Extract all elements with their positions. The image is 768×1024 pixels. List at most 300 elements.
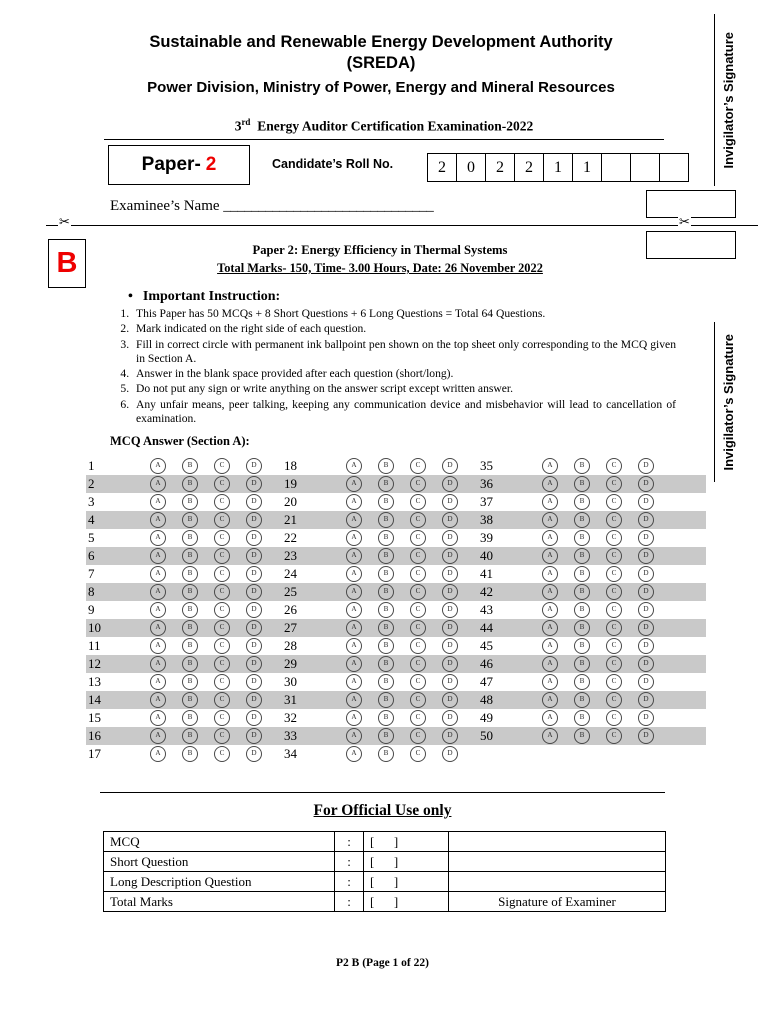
mcq-option-bubble-c[interactable]	[606, 566, 638, 582]
instruction-item: 3. Fill in correct circle with permanent ink ballpoint pen shown on the top sheet only corresponding to the MCQ given in Section A.	[132, 338, 676, 367]
mcq-option-bubble-c[interactable]	[410, 494, 442, 510]
mcq-option-bubble-c[interactable]	[214, 602, 246, 618]
mcq-option-bubble-b[interactable]	[574, 710, 606, 726]
mcq-option-bubble-a[interactable]	[150, 692, 182, 708]
mcq-option-bubble-a[interactable]	[542, 620, 574, 636]
mcq-option-bubble-b[interactable]	[574, 656, 606, 672]
mcq-option-bubble-c[interactable]	[410, 674, 442, 690]
mcq-option-bubble-c[interactable]	[410, 512, 442, 528]
bubble-letter: D	[246, 476, 262, 492]
mcq-option-bubble-a[interactable]	[150, 494, 182, 510]
mcq-option-bubble-d[interactable]	[246, 476, 278, 492]
bubble-letter: D	[246, 710, 262, 726]
official-use-signature-cell[interactable]	[449, 832, 666, 852]
roll-digit-cell[interactable]: 2	[486, 154, 515, 181]
mcq-option-bubble-c[interactable]	[606, 530, 638, 546]
bubble-letter: C	[606, 494, 622, 510]
mcq-question-number: 32	[284, 710, 297, 725]
roll-digit-cell[interactable]: 2	[515, 154, 544, 181]
mcq-option-bubble-c[interactable]	[606, 602, 638, 618]
mcq-question-number: 9	[88, 602, 95, 617]
mcq-option-bubble-c[interactable]	[214, 728, 246, 744]
mcq-question-number: 28	[284, 638, 297, 653]
mcq-question-number: 10	[88, 620, 101, 635]
mcq-option-bubble-a[interactable]	[150, 602, 182, 618]
mcq-option-bubble-d[interactable]	[246, 692, 278, 708]
mcq-option-bubble-a[interactable]	[346, 458, 378, 474]
mcq-option-bubble-b[interactable]	[574, 512, 606, 528]
bubble-letter: C	[410, 746, 426, 762]
mcq-option-bubble-b[interactable]	[182, 692, 214, 708]
roll-digit-cell[interactable]: 2	[428, 154, 457, 181]
mcq-option-bubble-d[interactable]	[442, 602, 474, 618]
mcq-option-bubble-a[interactable]	[150, 584, 182, 600]
mcq-option-bubble-c[interactable]	[606, 458, 638, 474]
official-use-score-field[interactable]: [ ]	[364, 852, 449, 872]
mcq-option-bubble-b[interactable]	[182, 674, 214, 690]
official-use-row	[104, 892, 666, 912]
roll-number-boxes[interactable]	[427, 153, 689, 182]
mcq-option-bubble-b[interactable]	[378, 476, 410, 492]
roll-digit-cell[interactable]: 1	[573, 154, 602, 181]
mcq-question-number: 30	[284, 674, 297, 689]
mcq-option-bubble-d[interactable]	[638, 728, 670, 744]
mcq-option-bubble-c[interactable]	[410, 548, 442, 564]
roll-digit-cell[interactable]: 1	[544, 154, 573, 181]
mcq-option-bubble-c[interactable]	[606, 476, 638, 492]
mcq-option-bubble-d[interactable]	[442, 512, 474, 528]
mcq-question-group	[86, 620, 282, 636]
mcq-option-bubble-d[interactable]	[442, 494, 474, 510]
mcq-option-bubble-d[interactable]	[246, 512, 278, 528]
mcq-option-bubble-b[interactable]	[182, 728, 214, 744]
roll-digit-cell[interactable]: 0	[457, 154, 486, 181]
bubble-letter: D	[246, 656, 262, 672]
bubble-letter: D	[246, 620, 262, 636]
bubble-letter: D	[442, 494, 458, 510]
mcq-row	[86, 637, 706, 655]
mcq-option-bubble-c[interactable]	[214, 638, 246, 654]
examinee-name-blank[interactable]: ______________________________	[223, 198, 434, 214]
mcq-option-bubble-c[interactable]	[214, 692, 246, 708]
mcq-option-bubble-b[interactable]	[182, 530, 214, 546]
bubble-letter: C	[410, 548, 426, 564]
mcq-option-bubble-a[interactable]	[346, 674, 378, 690]
bubble-letter: C	[214, 584, 230, 600]
mcq-option-bubble-d[interactable]	[442, 728, 474, 744]
mcq-option-bubble-c[interactable]	[214, 620, 246, 636]
mcq-option-bubble-a[interactable]	[346, 746, 378, 762]
mcq-option-bubble-d[interactable]	[442, 530, 474, 546]
mcq-option-bubble-d[interactable]	[638, 620, 670, 636]
bubble-letter: D	[442, 656, 458, 672]
official-use-colon: :	[335, 832, 364, 852]
bubble-letter: B	[182, 602, 198, 618]
mcq-question-group	[86, 566, 282, 582]
bubble-letter: C	[410, 584, 426, 600]
mcq-option-bubble-c[interactable]	[410, 692, 442, 708]
bubble-letter: D	[246, 530, 262, 546]
mcq-option-bubble-b[interactable]	[182, 476, 214, 492]
mcq-option-bubble-a[interactable]	[150, 656, 182, 672]
page-footer: P2 B (Page 1 of 22)	[336, 957, 429, 969]
mcq-option-bubble-c[interactable]	[606, 638, 638, 654]
mcq-option-bubble-d[interactable]	[246, 530, 278, 546]
bubble-letter: D	[442, 548, 458, 564]
mcq-option-bubble-a[interactable]	[150, 458, 182, 474]
mcq-question-group	[478, 656, 678, 672]
mcq-question-group	[478, 674, 678, 690]
mcq-option-bubble-c[interactable]	[214, 476, 246, 492]
bubble-letter: C	[410, 458, 426, 474]
mcq-option-bubble-d[interactable]	[246, 656, 278, 672]
bubble-letter: C	[410, 530, 426, 546]
mcq-option-bubble-a[interactable]	[346, 512, 378, 528]
official-use-row	[104, 852, 666, 872]
mcq-option-bubble-d[interactable]	[442, 638, 474, 654]
mcq-option-bubble-d[interactable]	[246, 710, 278, 726]
mcq-option-bubble-c[interactable]	[606, 512, 638, 528]
mcq-question-group	[478, 692, 678, 708]
mcq-option-bubble-c[interactable]	[214, 674, 246, 690]
mcq-row	[86, 529, 706, 547]
mcq-option-bubble-c[interactable]	[606, 494, 638, 510]
mcq-row	[86, 457, 706, 475]
official-use-colon: :	[335, 872, 364, 892]
mcq-option-bubble-a[interactable]	[542, 584, 574, 600]
mcq-option-bubble-c[interactable]	[606, 620, 638, 636]
official-use-signature-cell[interactable]	[449, 872, 666, 892]
mcq-option-bubble-d[interactable]	[246, 620, 278, 636]
mcq-option-bubble-b[interactable]	[574, 584, 606, 600]
mcq-option-bubble-c[interactable]	[214, 530, 246, 546]
mcq-option-bubble-b[interactable]	[182, 638, 214, 654]
bubble-letter: C	[606, 620, 622, 636]
mcq-option-bubble-c[interactable]	[410, 602, 442, 618]
mcq-option-bubble-b[interactable]	[378, 710, 410, 726]
mcq-option-bubble-a[interactable]	[542, 692, 574, 708]
bubble-letter: B	[378, 620, 394, 636]
mcq-option-bubble-d[interactable]	[442, 584, 474, 600]
mcq-option-bubble-b[interactable]	[574, 674, 606, 690]
mcq-option-bubble-a[interactable]	[542, 656, 574, 672]
mcq-option-bubble-a[interactable]	[542, 458, 574, 474]
bubble-letter: D	[638, 566, 654, 582]
mcq-option-bubble-a[interactable]	[150, 674, 182, 690]
mcq-option-bubble-a[interactable]	[346, 638, 378, 654]
roll-digit-cell[interactable]	[631, 154, 660, 181]
mcq-option-bubble-d[interactable]	[442, 674, 474, 690]
bubble-letter: A	[150, 746, 166, 762]
mcq-option-bubble-b[interactable]	[378, 602, 410, 618]
bubble-letter: C	[606, 692, 622, 708]
mcq-option-bubble-b[interactable]	[182, 512, 214, 528]
mcq-option-bubble-d[interactable]	[638, 602, 670, 618]
mcq-option-bubble-c[interactable]	[214, 548, 246, 564]
mcq-option-bubble-c[interactable]	[606, 674, 638, 690]
mcq-option-bubble-a[interactable]	[150, 728, 182, 744]
bubble-letter: A	[346, 476, 362, 492]
mcq-option-bubble-d[interactable]	[246, 458, 278, 474]
mcq-option-bubble-b[interactable]	[378, 638, 410, 654]
mcq-option-bubble-d[interactable]	[442, 746, 474, 762]
roll-digit-cell[interactable]	[602, 154, 631, 181]
mcq-question-group	[282, 530, 478, 546]
mcq-option-bubble-d[interactable]	[442, 458, 474, 474]
mcq-question-group	[478, 566, 678, 582]
mcq-option-bubble-a[interactable]	[542, 530, 574, 546]
mcq-option-bubble-a[interactable]	[346, 476, 378, 492]
mcq-option-bubble-b[interactable]	[182, 494, 214, 510]
mcq-option-bubble-b[interactable]	[182, 710, 214, 726]
mcq-option-bubble-c[interactable]	[410, 638, 442, 654]
mcq-option-bubble-c[interactable]	[214, 458, 246, 474]
mcq-option-bubble-c[interactable]	[410, 746, 442, 762]
mcq-option-bubble-d[interactable]	[246, 674, 278, 690]
mcq-row	[86, 565, 706, 583]
mcq-option-bubble-b[interactable]	[378, 728, 410, 744]
mcq-option-bubble-b[interactable]	[378, 692, 410, 708]
mcq-option-bubble-a[interactable]	[346, 692, 378, 708]
bubble-letter: C	[214, 674, 230, 690]
bubble-letter: A	[542, 638, 558, 654]
mcq-option-bubble-c[interactable]	[214, 494, 246, 510]
official-use-signature-cell[interactable]: Signature of Examiner	[449, 892, 666, 912]
mcq-option-bubble-c[interactable]	[214, 584, 246, 600]
mcq-option-bubble-b[interactable]	[182, 566, 214, 582]
mcq-row	[86, 583, 706, 601]
bubble-letter: A	[346, 728, 362, 744]
mcq-option-bubble-d[interactable]	[638, 494, 670, 510]
bubble-letter: A	[346, 674, 362, 690]
mcq-option-bubble-a[interactable]	[542, 674, 574, 690]
mcq-option-bubble-d[interactable]	[638, 566, 670, 582]
bubble-letter: B	[378, 512, 394, 528]
mcq-option-bubble-d[interactable]	[442, 476, 474, 492]
official-use-signature-cell[interactable]	[449, 852, 666, 872]
mcq-option-bubble-c[interactable]	[410, 584, 442, 600]
mcq-question-number: 29	[284, 656, 297, 671]
mcq-option-bubble-a[interactable]	[346, 620, 378, 636]
mcq-option-bubble-b[interactable]	[378, 512, 410, 528]
bubble-letter: C	[410, 710, 426, 726]
mcq-option-bubble-a[interactable]	[542, 476, 574, 492]
mcq-option-bubble-c[interactable]	[606, 548, 638, 564]
mcq-option-bubble-c[interactable]	[410, 566, 442, 582]
mcq-option-bubble-d[interactable]	[638, 710, 670, 726]
mcq-option-bubble-c[interactable]	[410, 728, 442, 744]
official-use-score-field[interactable]: [ ]	[364, 832, 449, 852]
mcq-question-group	[282, 620, 478, 636]
mcq-option-bubble-a[interactable]	[346, 566, 378, 582]
mcq-option-bubble-a[interactable]	[542, 566, 574, 582]
bubble-letter: D	[246, 728, 262, 744]
mcq-option-bubble-a[interactable]	[150, 512, 182, 528]
mcq-option-bubble-c[interactable]	[214, 746, 246, 762]
mcq-option-bubble-b[interactable]	[378, 566, 410, 582]
mcq-option-bubble-a[interactable]	[346, 584, 378, 600]
mcq-option-bubble-b[interactable]	[574, 602, 606, 618]
mcq-option-bubble-d[interactable]	[442, 656, 474, 672]
mcq-option-bubble-a[interactable]	[542, 710, 574, 726]
mcq-option-bubble-d[interactable]	[442, 620, 474, 636]
official-divider	[100, 792, 665, 793]
mcq-question-number: 3	[88, 494, 95, 509]
mcq-option-bubble-b[interactable]	[182, 620, 214, 636]
bubble-letter: A	[150, 512, 166, 528]
mcq-option-bubble-d[interactable]	[638, 674, 670, 690]
mcq-option-bubble-a[interactable]	[542, 638, 574, 654]
mcq-option-bubble-d[interactable]	[246, 566, 278, 582]
mcq-option-bubble-b[interactable]	[378, 458, 410, 474]
mcq-option-bubble-d[interactable]	[638, 548, 670, 564]
mcq-option-bubble-d[interactable]	[638, 638, 670, 654]
mcq-option-bubble-c[interactable]	[214, 512, 246, 528]
official-use-score-field[interactable]: [ ]	[364, 892, 449, 912]
mcq-option-bubble-a[interactable]	[150, 530, 182, 546]
mcq-option-bubble-b[interactable]	[574, 476, 606, 492]
mcq-option-bubble-b[interactable]	[378, 674, 410, 690]
mcq-option-bubble-c[interactable]	[606, 656, 638, 672]
bubble-letter: D	[442, 746, 458, 762]
mcq-option-bubble-b[interactable]	[378, 656, 410, 672]
mcq-option-bubble-b[interactable]	[378, 584, 410, 600]
mcq-option-bubble-a[interactable]	[346, 710, 378, 726]
bubble-letter: A	[150, 458, 166, 474]
mcq-option-bubble-b[interactable]	[574, 566, 606, 582]
roll-digit-cell[interactable]	[660, 154, 688, 181]
mcq-option-bubble-c[interactable]	[410, 620, 442, 636]
mcq-option-bubble-b[interactable]	[182, 602, 214, 618]
mcq-option-bubble-b[interactable]	[378, 548, 410, 564]
mcq-option-bubble-c[interactable]	[410, 458, 442, 474]
mcq-option-bubble-d[interactable]	[246, 584, 278, 600]
mcq-question-group	[86, 548, 282, 564]
mcq-option-bubble-c[interactable]	[410, 530, 442, 546]
mcq-option-bubble-a[interactable]	[346, 728, 378, 744]
mcq-option-bubble-b[interactable]	[574, 548, 606, 564]
mcq-option-bubble-d[interactable]	[442, 710, 474, 726]
mcq-option-bubble-d[interactable]	[246, 746, 278, 762]
mcq-option-bubble-b[interactable]	[574, 638, 606, 654]
mcq-option-bubble-b[interactable]	[574, 494, 606, 510]
mcq-option-bubble-d[interactable]	[246, 728, 278, 744]
mcq-option-bubble-b[interactable]	[378, 620, 410, 636]
mcq-question-group	[478, 476, 678, 492]
mcq-option-bubble-d[interactable]	[638, 458, 670, 474]
mcq-option-bubble-b[interactable]	[574, 728, 606, 744]
mcq-option-bubble-b[interactable]	[574, 692, 606, 708]
authority-name-line1: Sustainable and Renewable Energy Development Authority	[149, 33, 613, 51]
mcq-option-bubble-a[interactable]	[150, 638, 182, 654]
mcq-option-bubble-d[interactable]	[638, 512, 670, 528]
mcq-option-bubble-d[interactable]	[638, 530, 670, 546]
mcq-option-bubble-c[interactable]	[606, 728, 638, 744]
mcq-option-bubble-c[interactable]	[606, 584, 638, 600]
mcq-option-bubble-b[interactable]	[574, 530, 606, 546]
mcq-option-bubble-a[interactable]	[346, 530, 378, 546]
mcq-option-bubble-b[interactable]	[182, 584, 214, 600]
mcq-option-bubble-c[interactable]	[410, 476, 442, 492]
mcq-option-bubble-d[interactable]	[246, 638, 278, 654]
bubble-letter: C	[214, 710, 230, 726]
mcq-option-bubble-a[interactable]	[150, 548, 182, 564]
mcq-option-bubble-d[interactable]	[246, 494, 278, 510]
mcq-option-bubble-b[interactable]	[378, 530, 410, 546]
mcq-option-bubble-b[interactable]	[378, 494, 410, 510]
mcq-option-bubble-b[interactable]	[182, 746, 214, 762]
mcq-option-bubble-a[interactable]	[542, 494, 574, 510]
mcq-option-bubble-c[interactable]	[214, 566, 246, 582]
bubble-letter: B	[182, 548, 198, 564]
mcq-option-bubble-c[interactable]	[410, 656, 442, 672]
mcq-answer-grid[interactable]	[86, 457, 706, 763]
mcq-question-group	[478, 530, 678, 546]
mcq-option-bubble-c[interactable]	[410, 710, 442, 726]
mcq-option-bubble-d[interactable]	[442, 692, 474, 708]
bubble-letter: D	[638, 494, 654, 510]
mcq-section-label: MCQ Answer (Section A):	[110, 434, 250, 448]
mcq-option-bubble-a[interactable]	[542, 602, 574, 618]
bubble-letter: D	[246, 692, 262, 708]
mcq-option-bubble-b[interactable]	[182, 548, 214, 564]
mcq-option-bubble-d[interactable]	[246, 602, 278, 618]
mcq-option-bubble-b[interactable]	[574, 458, 606, 474]
bubble-letter: B	[182, 746, 198, 762]
mcq-question-number: 35	[480, 458, 493, 473]
mcq-option-bubble-c[interactable]	[214, 710, 246, 726]
mcq-option-bubble-b[interactable]	[574, 620, 606, 636]
mcq-option-bubble-d[interactable]	[638, 692, 670, 708]
mcq-option-bubble-a[interactable]	[150, 620, 182, 636]
mcq-option-bubble-a[interactable]	[150, 566, 182, 582]
mcq-question-number: 44	[480, 620, 493, 635]
sticker-box-bottom	[646, 231, 736, 259]
mcq-option-bubble-a[interactable]	[346, 602, 378, 618]
paper-subtitle-line2: Total Marks- 150, Time- 3.00 Hours, Date: 26 November 2022	[217, 261, 543, 275]
mcq-option-bubble-d[interactable]	[638, 476, 670, 492]
mcq-option-bubble-a[interactable]	[346, 548, 378, 564]
mcq-question-group	[282, 746, 478, 762]
mcq-question-number: 19	[284, 476, 297, 491]
mcq-option-bubble-d[interactable]	[638, 584, 670, 600]
mcq-option-bubble-b[interactable]	[182, 458, 214, 474]
mcq-option-bubble-c[interactable]	[606, 710, 638, 726]
mcq-option-bubble-a[interactable]	[542, 728, 574, 744]
mcq-option-bubble-b[interactable]	[182, 656, 214, 672]
mcq-option-bubble-a[interactable]	[150, 476, 182, 492]
mcq-option-bubble-d[interactable]	[246, 548, 278, 564]
mcq-option-bubble-d[interactable]	[442, 566, 474, 582]
mcq-question-number: 2	[88, 476, 95, 491]
bubble-letter: D	[442, 458, 458, 474]
mcq-option-bubble-b[interactable]	[378, 746, 410, 762]
mcq-option-bubble-a[interactable]	[542, 548, 574, 564]
mcq-option-bubble-a[interactable]	[346, 494, 378, 510]
official-use-score-field[interactable]: [ ]	[364, 872, 449, 892]
bubble-letter: B	[574, 638, 590, 654]
mcq-option-bubble-a[interactable]	[150, 710, 182, 726]
mcq-option-bubble-c[interactable]	[606, 692, 638, 708]
mcq-option-bubble-a[interactable]	[542, 512, 574, 528]
mcq-option-bubble-c[interactable]	[214, 656, 246, 672]
bubble-letter: D	[638, 638, 654, 654]
mcq-question-group	[86, 584, 282, 600]
mcq-option-bubble-a[interactable]	[150, 746, 182, 762]
mcq-option-bubble-a[interactable]	[346, 656, 378, 672]
mcq-option-bubble-d[interactable]	[442, 548, 474, 564]
mcq-option-bubble-d[interactable]	[638, 656, 670, 672]
